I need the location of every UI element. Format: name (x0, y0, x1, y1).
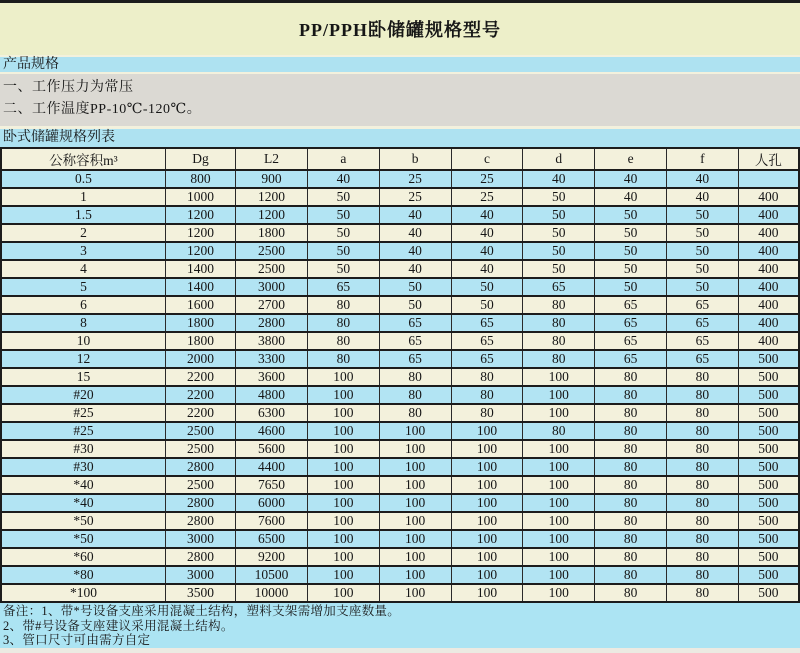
table-row (1, 476, 799, 494)
table-cell: 7600 (236, 512, 308, 530)
table-cell: 65 (666, 350, 738, 368)
table-cell: 2700 (236, 296, 308, 314)
spec-line-pressure: 一、工作压力为常压 (3, 80, 134, 95)
table-cell: 50 (307, 260, 379, 278)
table-cell: 40 (379, 224, 451, 242)
table-cell: 65 (595, 332, 667, 350)
table-cell: 500 (738, 548, 799, 566)
table-cell: 50 (595, 242, 667, 260)
table-cell: 100 (451, 494, 523, 512)
table-cell: 50 (523, 242, 595, 260)
table-cell: 65 (379, 350, 451, 368)
table-cell: 9200 (236, 548, 308, 566)
table-cell: 80 (307, 296, 379, 314)
table-cell: #25 (1, 404, 165, 422)
table-cell: 100 (451, 530, 523, 548)
table-cell: 50 (307, 224, 379, 242)
table-cell: 40 (451, 260, 523, 278)
table-cell: 65 (595, 350, 667, 368)
table-cell: #25 (1, 422, 165, 440)
table-cell: 80 (523, 350, 595, 368)
table-cell: 50 (379, 278, 451, 296)
section-heading-table-list: 卧式储罐规格列表 (0, 129, 800, 147)
table-cell: 2800 (165, 512, 235, 530)
table-cell: 2800 (165, 458, 235, 476)
table-row (1, 404, 799, 422)
table-cell: 50 (666, 206, 738, 224)
table-cell: 100 (379, 566, 451, 584)
table-cell: 4600 (236, 422, 308, 440)
table-cell: 40 (379, 206, 451, 224)
table-cell: 65 (451, 332, 523, 350)
table-cell: 3800 (236, 332, 308, 350)
table-cell: 2500 (165, 476, 235, 494)
table-cell: 50 (379, 296, 451, 314)
table-cell: 100 (379, 512, 451, 530)
note-line-2: 2、带#号设备支座建议采用混凝土结构。 (3, 618, 234, 633)
table-cell: 80 (666, 530, 738, 548)
spec-table-body (1, 170, 799, 602)
table-cell: 50 (307, 242, 379, 260)
table-cell: 1800 (165, 314, 235, 332)
table-cell: 400 (738, 296, 799, 314)
table-cell: 1200 (236, 206, 308, 224)
table-cell: 3000 (165, 530, 235, 548)
table-row (1, 206, 799, 224)
table-cell: 65 (307, 278, 379, 296)
table-cell: 4 (1, 260, 165, 278)
table-cell: 6 (1, 296, 165, 314)
table-cell: 400 (738, 206, 799, 224)
table-cell: 50 (523, 206, 595, 224)
table-cell: 4800 (236, 386, 308, 404)
column-header: L2 (236, 148, 308, 170)
table-cell: 50 (523, 224, 595, 242)
table-cell: 40 (451, 242, 523, 260)
table-cell: 100 (523, 548, 595, 566)
table-cell: 2200 (165, 368, 235, 386)
table-cell: 100 (379, 494, 451, 512)
table-cell: 2800 (236, 314, 308, 332)
table-cell: 500 (738, 350, 799, 368)
table-cell: 2 (1, 224, 165, 242)
table-cell: 25 (451, 188, 523, 206)
table-cell: 500 (738, 458, 799, 476)
table-cell: 40 (451, 224, 523, 242)
spec-line-temperature: 二、工作温度PP-10℃-120℃。 (3, 102, 202, 117)
table-cell: 40 (595, 188, 667, 206)
table-cell: 100 (451, 476, 523, 494)
table-cell: 100 (523, 458, 595, 476)
table-cell: 400 (738, 260, 799, 278)
table-cell: 400 (738, 224, 799, 242)
table-cell: 65 (666, 314, 738, 332)
table-cell: 1200 (165, 242, 235, 260)
table-cell: 2200 (165, 404, 235, 422)
table-cell: 100 (307, 548, 379, 566)
table-row (1, 494, 799, 512)
spec-table (0, 147, 800, 603)
table-cell: 100 (307, 368, 379, 386)
table-cell: 50 (523, 188, 595, 206)
table-cell: 80 (307, 332, 379, 350)
table-cell: 40 (379, 260, 451, 278)
table-cell: 65 (451, 314, 523, 332)
table-cell: 80 (666, 548, 738, 566)
table-cell: 2500 (236, 260, 308, 278)
table-cell: 80 (451, 368, 523, 386)
table-cell: 10500 (236, 566, 308, 584)
table-cell: 65 (666, 296, 738, 314)
table-cell: 400 (738, 188, 799, 206)
table-cell: 100 (379, 476, 451, 494)
table-cell: 100 (379, 458, 451, 476)
table-row (1, 422, 799, 440)
table-cell: #30 (1, 458, 165, 476)
table-cell: 80 (595, 458, 667, 476)
table-cell: 500 (738, 512, 799, 530)
table-cell: 100 (451, 512, 523, 530)
table-cell: 100 (451, 548, 523, 566)
table-cell: 3600 (236, 368, 308, 386)
table-cell: 25 (451, 170, 523, 188)
table-cell: 80 (595, 422, 667, 440)
column-header: c (451, 148, 523, 170)
table-cell: 80 (595, 368, 667, 386)
table-cell: *40 (1, 494, 165, 512)
table-row (1, 440, 799, 458)
table-cell: 80 (451, 386, 523, 404)
table-cell: 400 (738, 314, 799, 332)
table-cell: 100 (523, 584, 595, 602)
table-cell: 100 (451, 440, 523, 458)
table-cell: 1000 (165, 188, 235, 206)
table-cell: 80 (451, 404, 523, 422)
table-cell: 2200 (165, 386, 235, 404)
page-title: PP/PPH卧储罐规格型号 (299, 20, 501, 40)
table-cell: 50 (307, 188, 379, 206)
product-spec-body (0, 74, 800, 126)
table-cell: #30 (1, 440, 165, 458)
table-cell: 0.5 (1, 170, 165, 188)
table-cell: 100 (523, 440, 595, 458)
table-cell: 50 (595, 206, 667, 224)
table-row (1, 350, 799, 368)
table-cell: 80 (595, 512, 667, 530)
table-cell: 50 (666, 242, 738, 260)
bottom-edge (0, 648, 800, 653)
table-cell: 80 (307, 314, 379, 332)
table-cell: 100 (307, 458, 379, 476)
table-cell: 1400 (165, 278, 235, 296)
table-cell: 80 (666, 422, 738, 440)
notes-section (0, 603, 800, 648)
table-cell: 100 (307, 494, 379, 512)
table-cell: 80 (595, 548, 667, 566)
table-row (1, 260, 799, 278)
table-cell: 40 (307, 170, 379, 188)
table-cell: 100 (523, 386, 595, 404)
table-cell: 100 (451, 584, 523, 602)
table-cell: 80 (666, 440, 738, 458)
table-cell: 1200 (165, 224, 235, 242)
table-cell: 1800 (165, 332, 235, 350)
table-cell: 100 (379, 440, 451, 458)
table-cell: 100 (379, 548, 451, 566)
table-cell: 100 (379, 584, 451, 602)
table-cell: 80 (595, 386, 667, 404)
table-cell: 50 (523, 260, 595, 278)
table-cell: 3 (1, 242, 165, 260)
table-row (1, 458, 799, 476)
table-cell: 400 (738, 242, 799, 260)
table-cell: 100 (523, 566, 595, 584)
table-row (1, 548, 799, 566)
table-cell: 6500 (236, 530, 308, 548)
table-cell: *40 (1, 476, 165, 494)
table-cell: 100 (523, 404, 595, 422)
table-cell: 65 (666, 332, 738, 350)
table-cell: 2000 (165, 350, 235, 368)
table-cell: 7650 (236, 476, 308, 494)
table-cell: 2800 (165, 494, 235, 512)
column-header: d (523, 148, 595, 170)
table-cell: 80 (523, 314, 595, 332)
table-cell: 12 (1, 350, 165, 368)
table-cell: 15 (1, 368, 165, 386)
table-cell: 500 (738, 530, 799, 548)
table-row (1, 512, 799, 530)
table-cell: 50 (307, 206, 379, 224)
table-cell: *50 (1, 512, 165, 530)
table-cell: 100 (451, 458, 523, 476)
table-cell: 500 (738, 476, 799, 494)
section-heading-product-spec: 产品规格 (0, 57, 800, 72)
table-cell: 100 (523, 368, 595, 386)
table-cell: 1.5 (1, 206, 165, 224)
table-cell: 100 (307, 386, 379, 404)
table-row (1, 296, 799, 314)
table-cell (738, 170, 799, 188)
table-cell: 80 (666, 566, 738, 584)
table-cell: 80 (595, 476, 667, 494)
table-cell: 80 (523, 332, 595, 350)
table-row (1, 332, 799, 350)
table-cell: 65 (595, 314, 667, 332)
table-cell: 80 (523, 422, 595, 440)
column-header: 人孔 (738, 148, 799, 170)
table-cell: 100 (307, 584, 379, 602)
table-cell: 2800 (165, 548, 235, 566)
table-cell: 1400 (165, 260, 235, 278)
table-cell: 3500 (165, 584, 235, 602)
table-row (1, 368, 799, 386)
table-cell: 500 (738, 494, 799, 512)
table-cell: 1 (1, 188, 165, 206)
table-cell: 80 (595, 494, 667, 512)
table-cell: 100 (451, 566, 523, 584)
table-cell: 80 (595, 566, 667, 584)
table-cell: 80 (595, 440, 667, 458)
table-cell: 100 (523, 512, 595, 530)
table-cell: 80 (666, 368, 738, 386)
table-cell: 400 (738, 332, 799, 350)
table-cell: 400 (738, 278, 799, 296)
column-header: 公称容积m³ (1, 148, 165, 170)
table-cell: 1600 (165, 296, 235, 314)
table-cell: 80 (666, 404, 738, 422)
table-cell: 50 (595, 224, 667, 242)
table-cell: 65 (523, 278, 595, 296)
table-cell: 5 (1, 278, 165, 296)
table-cell: 40 (379, 242, 451, 260)
column-header: e (595, 148, 667, 170)
table-cell: 6300 (236, 404, 308, 422)
table-cell: 100 (307, 404, 379, 422)
table-cell: 50 (666, 260, 738, 278)
table-cell: 10 (1, 332, 165, 350)
table-cell: 800 (165, 170, 235, 188)
table-cell: 1800 (236, 224, 308, 242)
table-cell: 500 (738, 584, 799, 602)
table-cell: 80 (595, 404, 667, 422)
table-cell: 3000 (165, 566, 235, 584)
table-cell: 500 (738, 368, 799, 386)
table-row (1, 242, 799, 260)
table-cell: 100 (379, 530, 451, 548)
table-cell: 80 (379, 404, 451, 422)
table-cell: 6000 (236, 494, 308, 512)
table-cell: 3300 (236, 350, 308, 368)
table-cell: 900 (236, 170, 308, 188)
table-row (1, 386, 799, 404)
table-cell: 500 (738, 404, 799, 422)
table-cell: 40 (666, 170, 738, 188)
spec-table-header-row (1, 148, 799, 170)
table-cell: 3000 (236, 278, 308, 296)
table-cell: 65 (379, 314, 451, 332)
table-cell: 500 (738, 440, 799, 458)
table-cell: 40 (595, 170, 667, 188)
table-row (1, 566, 799, 584)
table-cell: 80 (379, 368, 451, 386)
table-cell: 80 (666, 584, 738, 602)
table-row (1, 188, 799, 206)
table-cell: 1200 (236, 188, 308, 206)
table-cell: 10000 (236, 584, 308, 602)
table-cell: 5600 (236, 440, 308, 458)
table-cell: 100 (307, 422, 379, 440)
table-row (1, 170, 799, 188)
table-cell: 80 (523, 296, 595, 314)
table-row (1, 224, 799, 242)
table-cell: 100 (451, 422, 523, 440)
table-cell: 50 (666, 224, 738, 242)
table-cell: 80 (595, 530, 667, 548)
table-row (1, 530, 799, 548)
table-cell: 4400 (236, 458, 308, 476)
table-cell: 65 (595, 296, 667, 314)
table-cell: 500 (738, 422, 799, 440)
table-cell: 100 (307, 566, 379, 584)
table-cell: *60 (1, 548, 165, 566)
table-cell: *80 (1, 566, 165, 584)
table-cell: 100 (523, 494, 595, 512)
table-cell: 50 (666, 278, 738, 296)
table-cell: 100 (523, 530, 595, 548)
table-cell: 80 (666, 512, 738, 530)
table-cell: 80 (666, 386, 738, 404)
table-row (1, 314, 799, 332)
table-cell: 80 (666, 458, 738, 476)
column-header: a (307, 148, 379, 170)
table-cell: 80 (666, 476, 738, 494)
table-cell: *100 (1, 584, 165, 602)
table-cell: 500 (738, 566, 799, 584)
table-cell: 50 (451, 278, 523, 296)
table-cell: *50 (1, 530, 165, 548)
table-row (1, 278, 799, 296)
table-cell: 100 (307, 530, 379, 548)
table-cell: 80 (307, 350, 379, 368)
table-cell: 40 (451, 206, 523, 224)
table-cell: 500 (738, 386, 799, 404)
table-cell: 25 (379, 188, 451, 206)
table-cell: 100 (307, 512, 379, 530)
table-cell: 100 (307, 440, 379, 458)
table-cell: 2500 (236, 242, 308, 260)
table-cell: 80 (595, 584, 667, 602)
table-cell: #20 (1, 386, 165, 404)
table-row (1, 584, 799, 602)
table-cell: 65 (451, 350, 523, 368)
table-cell: 100 (379, 422, 451, 440)
table-cell: 80 (379, 386, 451, 404)
table-cell: 2500 (165, 440, 235, 458)
column-header: f (666, 148, 738, 170)
table-cell: 100 (307, 476, 379, 494)
table-cell: 65 (379, 332, 451, 350)
table-cell: 2500 (165, 422, 235, 440)
note-line-3: 3、管口尺寸可由需方自定 (3, 633, 151, 647)
table-cell: 40 (666, 188, 738, 206)
table-cell: 1200 (165, 206, 235, 224)
title-band (0, 3, 800, 55)
table-cell: 8 (1, 314, 165, 332)
table-cell: 100 (523, 476, 595, 494)
table-cell: 50 (595, 260, 667, 278)
table-cell: 80 (666, 494, 738, 512)
note-line-1: 备注：1、带*号设备支座采用混凝土结构，塑料支架需增加支座数量。 (3, 604, 401, 618)
column-header: Dg (165, 148, 235, 170)
table-cell: 50 (451, 296, 523, 314)
column-header: b (379, 148, 451, 170)
table-cell: 50 (595, 278, 667, 296)
table-cell: 25 (379, 170, 451, 188)
table-cell: 40 (523, 170, 595, 188)
